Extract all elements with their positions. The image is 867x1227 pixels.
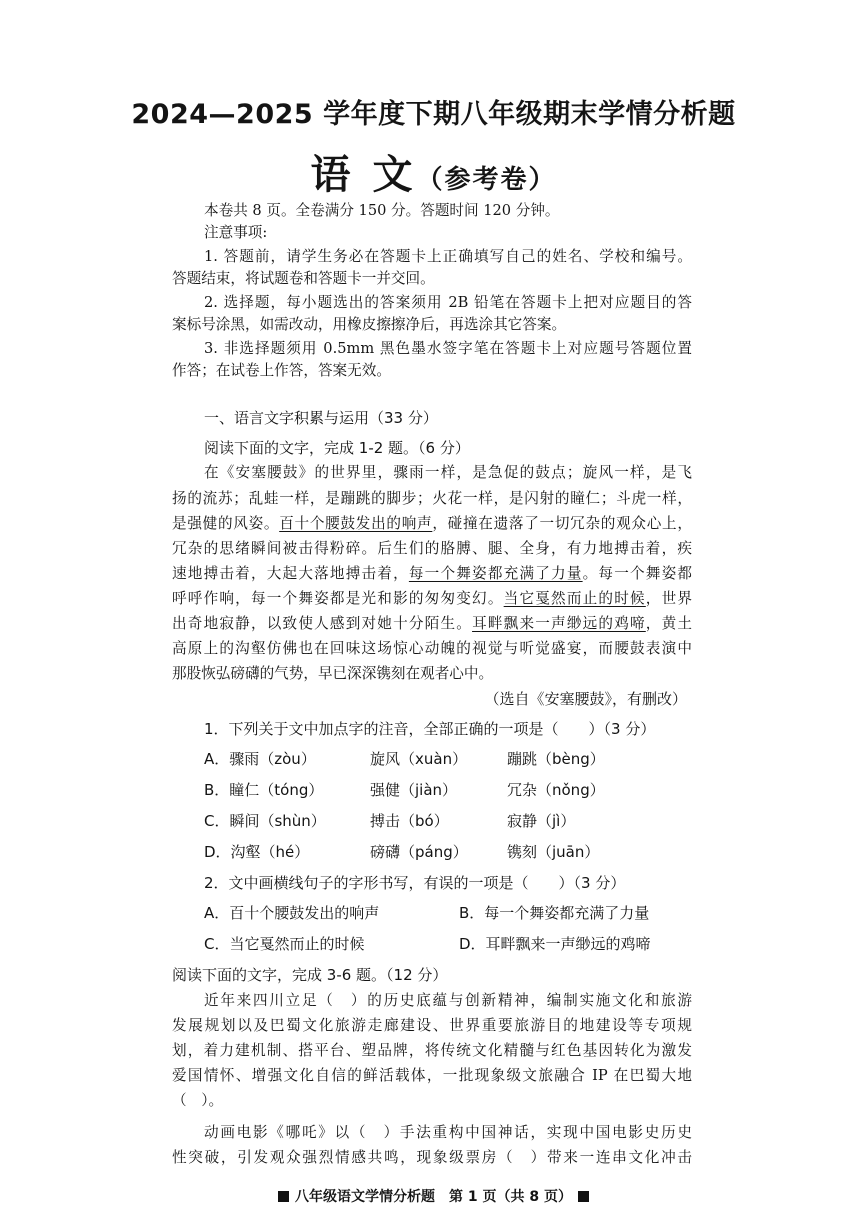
q1-option-c-1: C．瞬间（shùn） [204, 812, 326, 830]
q2-stem: 2．文中画横线句子的字形书写，有误的一项是（ ）（3 分） [204, 874, 626, 892]
black-square-icon [578, 1191, 589, 1202]
passage-text: ，黄土 [645, 615, 692, 632]
notice-heading: 注意事项: [204, 224, 268, 241]
notice-item1-line1: 1. 答题前，请学生务必在答题卡上正确填写自己的姓名、学校和编号。 [204, 248, 692, 265]
passage2-line6: 动画电影《哪吒》以（ ）手法重构中国神话，实现中国电影史历史 [204, 1124, 692, 1141]
q1-option-c-2: 搏击（bó） [370, 812, 449, 830]
underlined-sentence-a: 百十个腰鼓发出的响声 [279, 515, 433, 532]
passage1-line1: 在《安塞腰鼓》的世界里，骤雨一样，是急促的鼓点；旋风一样，是飞 [204, 464, 692, 481]
passage-text: 呼呼作响，每一个舞姿都是光和影的匆匆变幻。 [172, 590, 504, 607]
passage2-line5: （ ）。 [172, 1092, 224, 1109]
passage1-line3 [172, 513, 692, 535]
q1-option-d-1: D．沟壑（hé） [204, 843, 310, 861]
q1-option-b-1: B．瞳仁（tóng） [204, 781, 324, 799]
subject-title [0, 143, 867, 200]
q2-option-a: A．百十个腰鼓发出的响声 [204, 904, 380, 922]
q2-option-b: B．每一个舞姿都充满了力量 [459, 904, 650, 922]
q2-option-d: D．耳畔飘来一声缈远的鸡啼 [459, 935, 651, 953]
passage1-source: （选自《安塞腰鼓》，有删改） [484, 690, 687, 708]
passage2-line2: 发展规划以及巴蜀文化旅游走廊建设、世界重要旅游目的地建设等专项规 [172, 1017, 692, 1034]
q1-option-a-1: A．骤雨（zòu） [204, 750, 316, 768]
notice-item2-line1: 2. 选择题，每小题选出的答案须用 2B 铅笔在答题卡上把对应题目的答 [204, 294, 692, 311]
q1-option-d-3: 镌刻（juān） [507, 843, 600, 861]
passage2-line4: 爱国情怀、增强文化自信的鲜活载体，一批现象级文旅融合 IP 在巴蜀大地 [172, 1067, 692, 1084]
notice-item1-line2: 答题结束，将试题卷和答题卡一并交回。 [172, 270, 435, 287]
q1-option-c-3: 寂静（jì） [507, 812, 576, 830]
passage1-line6 [172, 588, 692, 610]
q1-option-d-2: 磅礴（páng） [370, 843, 468, 861]
passage1-line4: 冗杂的思绪瞬间被击得粉碎。后生们的胳膊、腿、全身，有力地搏击着，疾 [172, 540, 692, 557]
reading1-prompt: 阅读下面的文字，完成 1-2 题。（6 分） [204, 439, 470, 457]
q1-option-a-2: 旋风（xuàn） [370, 750, 468, 768]
reading2-prompt: 阅读下面的文字，完成 3-6 题。（12 分） [172, 966, 448, 984]
passage1-line7 [172, 613, 692, 635]
passage-text: 速地搏击着，大起大落地搏击着， [172, 565, 409, 582]
q2-option-c: C．当它戛然而止的时候 [204, 935, 365, 953]
passage1-line5 [172, 563, 692, 585]
notice-intro: 本卷共 8 页。全卷满分 150 分。答题时间 120 分钟。 [204, 202, 560, 219]
passage-text: ，碰撞在遗落了一切冗杂的观众心上， [432, 515, 692, 532]
footer-text: 八年级语文学情分析题 第 1 页（共 8 页） [295, 1189, 572, 1205]
passage-text: 是强健的风姿。 [172, 515, 280, 532]
notice-item3-line2: 作答；在试卷上作答，答案无效。 [172, 362, 391, 379]
black-square-icon [278, 1191, 289, 1202]
subject-subtitle: （参考卷） [416, 165, 557, 195]
q1-option-b-3: 冗杂（nǒng） [507, 781, 605, 799]
passage2-line1: 近年来四川立足（ ）的历史底蕴与创新精神，编制实施文化和旅游 [204, 992, 692, 1009]
underlined-sentence-b: 每一个舞姿都充满了力量 [408, 565, 583, 582]
passage-text: 。每一个舞姿都 [582, 565, 692, 582]
section1-heading: 一、语言文字积累与运用（33 分） [204, 409, 438, 427]
page-footer [0, 1186, 867, 1206]
underlined-sentence-d: 耳畔飘来一声缈远的鸡啼 [472, 615, 646, 632]
passage2-line3: 划，着力建机制、搭平台、塑品牌，将传统文化精髓与红色基因转化为激发 [172, 1042, 692, 1059]
passage1-line2: 扬的流苏；乱蛙一样，是蹦跳的脚步；火花一样，是闪射的瞳仁；斗虎一样， [172, 490, 692, 507]
subject-name: 语 文 [310, 151, 417, 198]
notice-item3-line1: 3. 非选择题须用 0.5mm 黑色墨水签字笔在答题卡上对应题号答题位置 [204, 340, 692, 357]
exam-title: 2024—2025 学年度下期八年级期末学情分析题 [131, 99, 736, 130]
passage1-line8: 高原上的沟壑仿佛也在回味这场惊心动魄的视觉与听觉盛宴，而腰鼓表演中 [172, 640, 692, 657]
notice-item2-line2: 案标号涂黑，如需改动，用橡皮擦擦净后，再选涂其它答案。 [172, 316, 567, 333]
q1-option-a-3: 蹦跳（bèng） [507, 750, 605, 768]
underlined-sentence-c: 当它戛然而止的时候 [503, 590, 646, 607]
passage-text: 出奇地寂静，以致使人感到对她十分陌生。 [172, 615, 473, 632]
passage1-line9: 那股恢弘磅礴的气势，早已深深镌刻在观者心中。 [172, 665, 494, 682]
q1-stem: 1．下列关于文中加点字的注音，全部正确的一项是（ ）（3 分） [204, 720, 656, 738]
q1-option-b-2: 强健（jiàn） [370, 781, 458, 799]
passage-text: ，世界 [645, 590, 692, 607]
passage2-line7: 性突破，引发观众强烈情感共鸣，现象级票房（ ）带来一连串文化冲击 [172, 1149, 692, 1166]
